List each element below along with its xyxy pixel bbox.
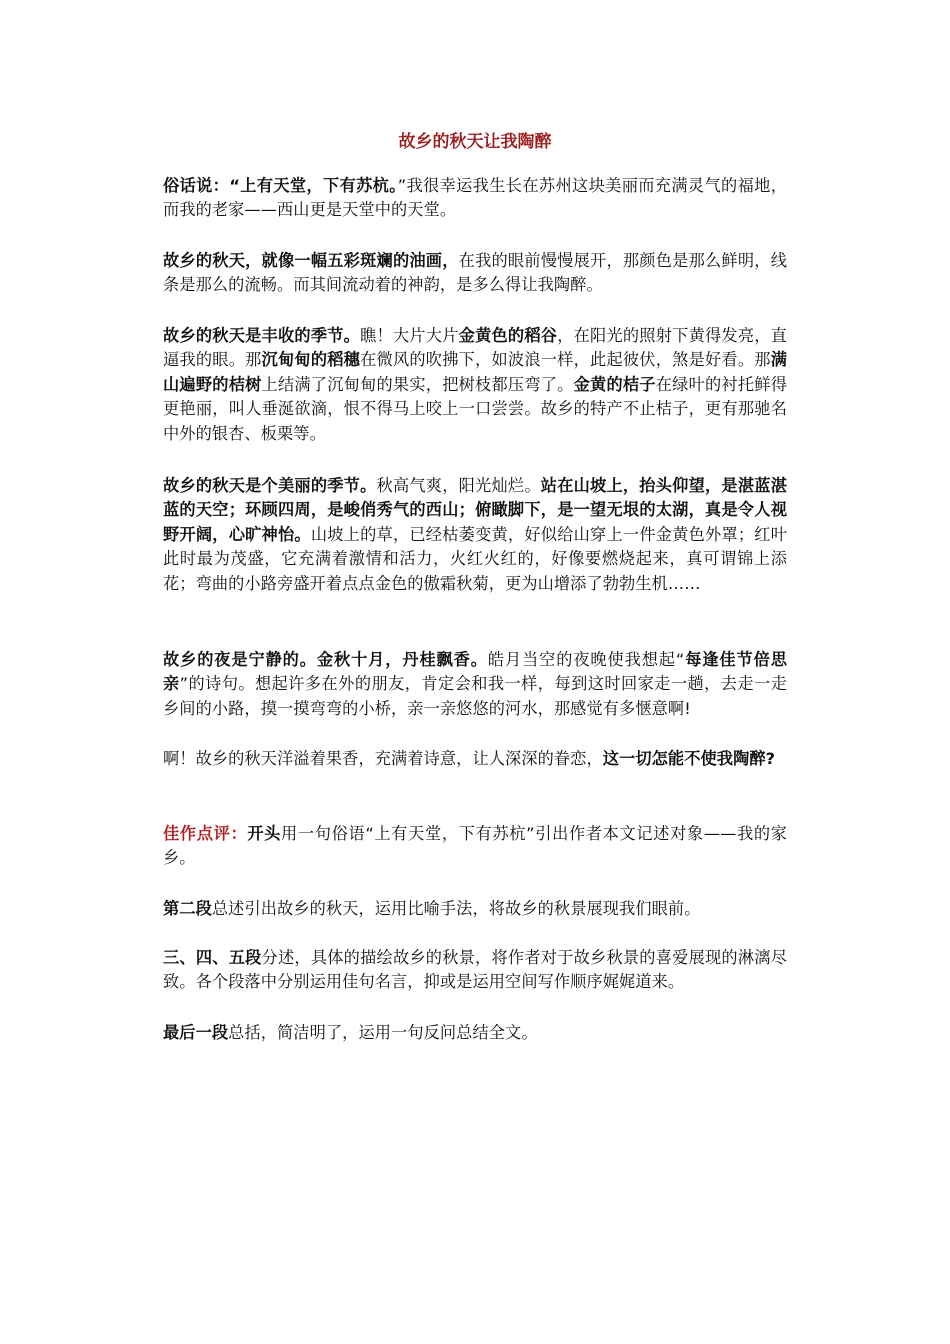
- bold-text: 故乡的秋天，就像一幅五彩斑斓的油画，: [163, 251, 459, 270]
- paragraph-oil-painting: [163, 249, 787, 298]
- bold-text: 故乡的秋天是个美丽的季节。: [163, 476, 377, 495]
- paragraph-harvest: [163, 324, 787, 446]
- bold-text: 这一切怎能不使我陶醉?: [602, 749, 776, 768]
- paragraph-beautiful-season: [163, 474, 787, 596]
- body-text: 用一句俗语“上有天堂，下有苏杭”引出作者本文记述对象——我的家乡。: [163, 824, 788, 868]
- paragraph-conclusion: [163, 747, 787, 771]
- paragraph-review-second: [163, 897, 787, 921]
- body-text: 皓月当空的夜晚使我想起“: [487, 650, 685, 669]
- body-text: ，在阳光的照射下黄得发亮，直逼我的眼。那: [163, 326, 787, 370]
- page-title: 故乡的秋天让我陶醉: [398, 132, 552, 152]
- bold-text: 最后一段: [163, 1023, 229, 1042]
- body-text: 啊！故乡的秋天洋溢着果香，充满着诗意，让人深深的眷恋，: [163, 749, 603, 768]
- body-text: 分述，具体的描绘故乡的秋景，将作者对于故乡秋景的喜爱展现的淋漓尽致。各个段落中分别运用佳句名言，抑或是运用空间写作顺序娓娓道来。: [163, 948, 787, 992]
- body-text: 总括，简洁明了，运用一句反问总结全文。: [228, 1023, 538, 1042]
- bold-text: 满山遍野的桔树: [163, 350, 787, 394]
- body-text: 秋高气爽，阳光灿烂。: [376, 476, 541, 495]
- review-label: 佳作点评：: [163, 824, 248, 843]
- body-text: 山坡上的草，已经枯萎变黄，好似给山穿上一件金黄色外罩；红叶此时最为茂盛，它充满着激情和活力，火红火红的，好像要燃烧起来，真可谓锦上添花；弯曲的小路旁盛开着点点金色的傲霜秋菊，更为山增添了勃勃生机……: [163, 524, 787, 593]
- body-text: 在微风的吹拂下，如波浪一样，此起彼伏，煞是好看。那: [360, 350, 771, 370]
- paragraph-quiet-night: [163, 648, 787, 721]
- bold-text: 站在山坡上，抬头仰望，是湛蓝湛蓝的天空；环顾四周，是峻俏秀气的西山；俯瞰脚下，是一望无垠的太湖，真是令人视野开阔，心旷神怡。: [163, 476, 787, 544]
- paragraph-intro: [163, 174, 787, 223]
- bold-text: 开头: [247, 824, 282, 843]
- bold-text: 沉甸甸的稻穗: [261, 350, 361, 370]
- body-text: ”我很幸运我生长在苏州这块美丽而充满灵气的福地，而我的老家——西山更是天堂中的天堂。: [163, 176, 787, 220]
- bold-text: 故乡的秋天是丰收的季节。: [163, 326, 361, 345]
- body-text: 瞧！大片大片: [360, 326, 459, 345]
- bold-text: 金黄色的稻谷: [458, 326, 558, 345]
- body-text: 总述引出故乡的秋天，运用比喻手法，将故乡的秋景展现我们眼前。: [211, 899, 701, 918]
- paragraph-review-last: [163, 1021, 787, 1045]
- paragraph-review-opening: [163, 822, 787, 871]
- body-text: ”的诗句。想起许多在外的朋友，肯定会和我一样，每到这时回家走一趟，去走一走乡间的小路，摸一摸弯弯的小桥，亲一亲悠悠的河水，那感觉有多惬意啊!: [163, 674, 787, 718]
- bold-text: 俗话说：“上有天堂，下有苏杭。: [163, 176, 398, 195]
- body-text: 上结满了沉甸甸的果实，把树枝都压弯了。: [261, 374, 574, 394]
- bold-text: 故乡的夜是宁静的。金秋十月，丹桂飘香。: [163, 650, 488, 669]
- bold-text: 三、四、五段: [163, 948, 262, 967]
- body-text: 在我的眼前慢慢展开，那颜色是那么鲜明，线条是那么的流畅。而其间流动着的神韵，是多么得让我陶醉。: [163, 251, 787, 295]
- bold-text: 金黄的桔子: [573, 374, 656, 394]
- body-text: 在绿叶的衬托鲜得更艳丽，叫人垂涎欲滴，恨不得马上咬上一口尝尝。故乡的特产不止桔子，更有那驰名中外的银杏、板栗等。: [163, 374, 787, 443]
- paragraph-review-middle: [163, 946, 787, 995]
- bold-text: 每逢佳节倍思亲: [163, 650, 787, 694]
- bold-text: 第二段: [163, 899, 212, 918]
